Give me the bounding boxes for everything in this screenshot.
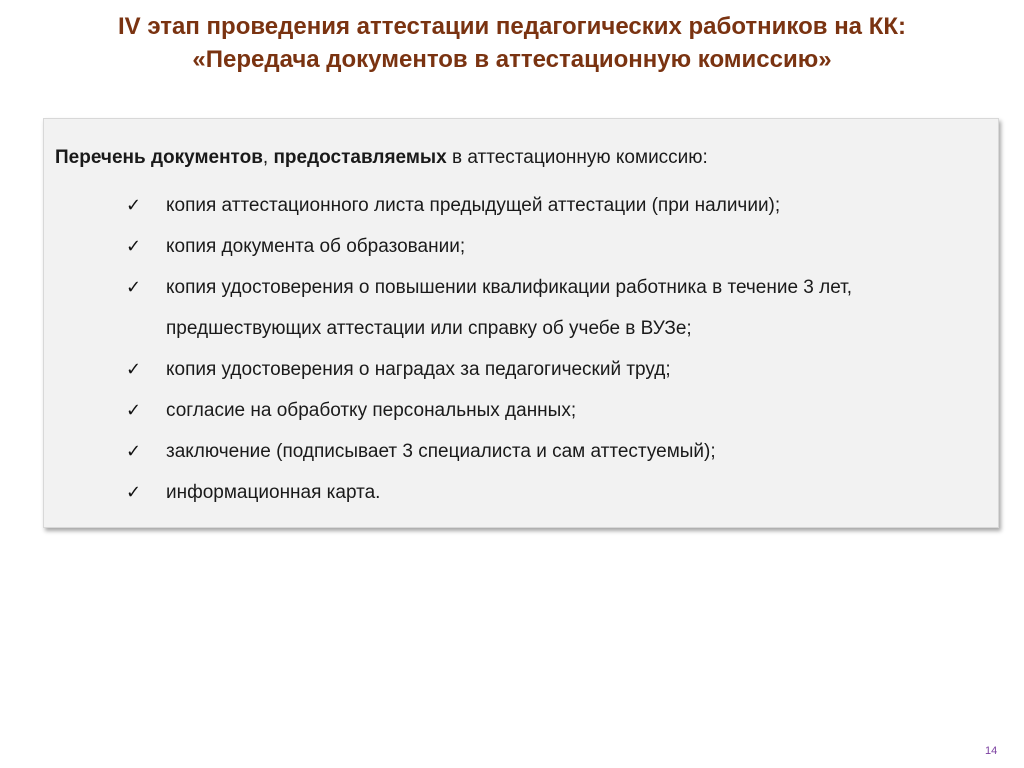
intro-rest: в аттестационную комиссию:: [446, 147, 708, 168]
document-list-item: [44, 349, 946, 390]
document-list-item-text: копия удостоверения о наградах за педагогический труд;: [166, 359, 671, 380]
document-list-item-text: копия удостоверения о повышении квалификации работника в течение 3 лет, предшествующих аттестации или справку об учебе в ВУЗе;: [166, 277, 853, 339]
documents-list: [44, 185, 946, 513]
checkmark-icon: ✓: [126, 195, 142, 215]
document-list-item-text: заключение (подписывает 3 специалиста и сам аттестуемый);: [166, 441, 716, 462]
document-list-item-text: копия документа об образовании;: [166, 236, 466, 257]
document-list-item: [44, 431, 946, 472]
document-list-item: [44, 472, 946, 513]
page-number: 14: [985, 745, 998, 757]
intro-bold-documents: Перечень документов: [55, 147, 263, 168]
slide-title: [20, 10, 1004, 76]
checkmark-icon: ✓: [126, 441, 142, 461]
document-list-item-text: копия аттестационного листа предыдущей аттестации (при наличии);: [166, 195, 781, 216]
intro-comma: ,: [262, 147, 269, 168]
document-list-item: [44, 267, 946, 349]
checkmark-icon: ✓: [126, 359, 142, 379]
checkmark-icon: ✓: [126, 400, 142, 420]
checkmark-icon: ✓: [126, 482, 142, 502]
document-list-item: [44, 226, 946, 267]
checkmark-icon: ✓: [126, 277, 142, 297]
slide-title-line-1: IV этап проведения аттестации педагогических работников на КК:: [117, 13, 906, 40]
slide-title-line-2: «Передача документов в аттестационную комиссию»: [192, 46, 832, 73]
documents-panel: [43, 118, 999, 528]
document-list-item: [44, 185, 946, 226]
document-list-item-text: согласие на обработку персональных данных;: [166, 400, 577, 421]
checkmark-icon: ✓: [126, 236, 142, 256]
document-list-item: [44, 390, 946, 431]
document-list-item-text: информационная карта.: [166, 482, 381, 503]
documents-intro: [55, 147, 708, 169]
intro-bold-provided: предоставляемых: [273, 147, 447, 168]
